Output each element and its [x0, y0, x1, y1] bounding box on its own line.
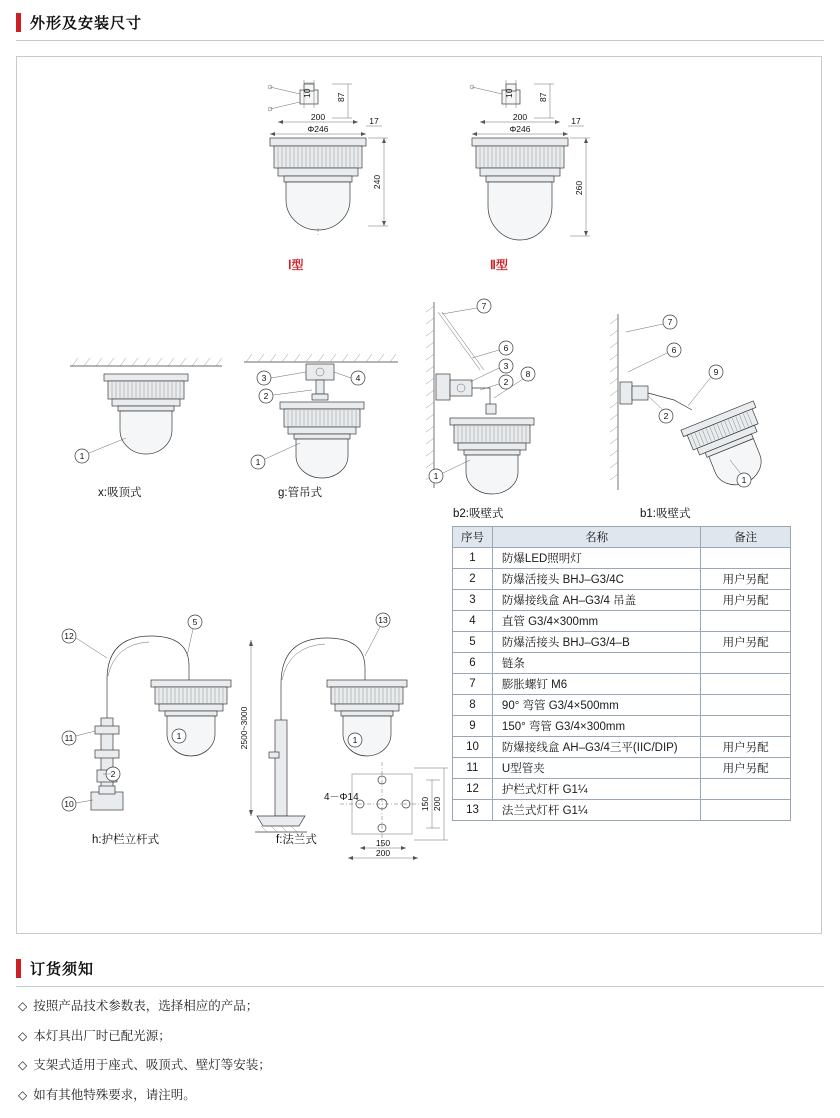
cell-name: 90° 弯管 G3/4×500mm [492, 695, 700, 716]
svg-text:87: 87 [336, 92, 346, 102]
label-mount-ceiling: x:吸顶式 [98, 487, 142, 499]
svg-text:10: 10 [302, 88, 312, 98]
table-row [453, 569, 791, 590]
cell-no: 8 [453, 695, 493, 716]
cell-name: 防爆LED照明灯 [492, 548, 700, 569]
svg-text:1: 1 [741, 475, 747, 485]
svg-text:6: 6 [671, 345, 677, 355]
svg-text:1: 1 [255, 457, 261, 467]
note-text: 支架式适用于座式、吸顶式、壁灯等安装； [33, 1058, 271, 1072]
cell-name: 法兰式灯杆 G1¼ [492, 800, 700, 821]
svg-text:2: 2 [110, 769, 116, 779]
cell-no: 5 [453, 632, 493, 653]
accent-bar-icon [16, 13, 21, 32]
svg-text:2: 2 [503, 377, 509, 387]
svg-text:13: 13 [378, 615, 388, 625]
cell-no: 4 [453, 611, 493, 632]
drawing-ceiling-mount [70, 352, 230, 487]
svg-text:2: 2 [263, 391, 269, 401]
cell-name: 防爆活接头 BHJ–G3/4C [492, 569, 700, 590]
cell-no: 13 [453, 800, 493, 821]
svg-text:3: 3 [261, 373, 267, 383]
svg-text:10: 10 [64, 799, 74, 809]
cell-name: 防爆接线盒 AH–G3/4三平(IIC/DIP) [492, 737, 700, 758]
label-mount-wall-b1: b1:吸壁式 [640, 508, 691, 520]
cell-remark [701, 611, 791, 632]
label-mount-flange: f:法兰式 [276, 834, 317, 846]
cell-no: 9 [453, 716, 493, 737]
svg-text:1: 1 [79, 451, 85, 461]
svg-text:8: 8 [525, 369, 531, 379]
drawing-pole-mount [55, 600, 245, 830]
cell-remark: 用户另配 [701, 737, 791, 758]
cell-name: 护栏式灯杆 G1¼ [492, 779, 700, 800]
cell-no: 7 [453, 674, 493, 695]
diamond-bullet-icon: ◇ [18, 1058, 28, 1073]
cell-no: 10 [453, 737, 493, 758]
svg-text:17: 17 [571, 116, 581, 126]
cell-remark: 用户另配 [701, 758, 791, 779]
parts-table [452, 526, 791, 821]
cell-no: 2 [453, 569, 493, 590]
label-type1: Ⅰ型 [288, 258, 304, 272]
ordering-notes-list [18, 1000, 718, 1118]
label-mount-pipe: g:管吊式 [278, 487, 323, 499]
table-header-row [453, 527, 791, 548]
cell-remark [701, 695, 791, 716]
svg-text:2500~3000: 2500~3000 [239, 706, 249, 750]
table-row [453, 590, 791, 611]
table-row [453, 716, 791, 737]
table-row [453, 674, 791, 695]
svg-text:11: 11 [64, 733, 74, 743]
table-row [453, 611, 791, 632]
table-row [453, 695, 791, 716]
svg-text:Φ246: Φ246 [509, 124, 531, 134]
cell-remark: 用户另配 [701, 569, 791, 590]
drawing-pipe-mount [238, 340, 408, 490]
header-remark: 备注 [701, 527, 791, 548]
cell-remark [701, 800, 791, 821]
svg-text:150: 150 [375, 838, 391, 848]
cell-no: 11 [453, 758, 493, 779]
drawing-flange-plate-detail [322, 756, 452, 864]
section-heading-dimensions [16, 12, 142, 33]
svg-text:200: 200 [432, 796, 442, 812]
svg-text:9: 9 [713, 367, 719, 377]
svg-text:5: 5 [192, 617, 198, 627]
note-item [18, 1030, 718, 1043]
cell-name: 直管 G3/4×300mm [492, 611, 700, 632]
svg-text:10: 10 [504, 88, 514, 98]
svg-text:260: 260 [574, 180, 584, 196]
table-row [453, 632, 791, 653]
drawing-wall-mount-b1 [604, 310, 784, 505]
label-mount-pole: h:护栏立杆式 [92, 834, 160, 846]
cell-name: 防爆接线盒 AH–G3/4 吊盖 [492, 590, 700, 611]
cell-name: 防爆活接头 BHJ–G3/4–B [492, 632, 700, 653]
cell-remark [701, 779, 791, 800]
cell-name: 150° 弯管 G3/4×300mm [492, 716, 700, 737]
svg-text:200: 200 [512, 112, 528, 122]
cell-no: 1 [453, 548, 493, 569]
section-title-ordering: 订货须知 [30, 961, 95, 978]
note-item [18, 1089, 718, 1102]
svg-text:200: 200 [310, 112, 326, 122]
svg-text:Φ246: Φ246 [307, 124, 329, 134]
svg-text:240: 240 [372, 174, 382, 190]
section-title-dimensions: 外形及安装尺寸 [30, 15, 143, 32]
cell-remark [701, 653, 791, 674]
svg-text:200: 200 [375, 848, 391, 858]
table-row [453, 653, 791, 674]
drawing-type2 [450, 78, 600, 278]
svg-text:1: 1 [433, 471, 439, 481]
header-name: 名称 [492, 527, 700, 548]
svg-text:1: 1 [176, 731, 182, 741]
diamond-bullet-icon: ◇ [18, 1028, 28, 1043]
cell-no: 6 [453, 653, 493, 674]
table-row [453, 737, 791, 758]
note-item [18, 1059, 718, 1072]
label-mount-wall-b2: b2:吸壁式 [453, 508, 504, 520]
svg-text:4: 4 [355, 373, 361, 383]
divider-ordering [16, 986, 824, 987]
cell-no: 12 [453, 779, 493, 800]
table-row [453, 800, 791, 821]
cell-remark [701, 674, 791, 695]
note-text: 按照产品技术参数表，选择相应的产品； [33, 999, 259, 1013]
svg-text:17: 17 [369, 116, 379, 126]
diamond-bullet-icon: ◇ [18, 1087, 28, 1102]
drawing-type1 [248, 78, 398, 268]
cell-remark: 用户另配 [701, 632, 791, 653]
diamond-bullet-icon: ◇ [18, 999, 28, 1014]
label-type2: Ⅱ型 [490, 258, 508, 272]
svg-text:87: 87 [538, 92, 548, 102]
note-item [18, 1000, 718, 1013]
table-row [453, 758, 791, 779]
cell-name: 链条 [492, 653, 700, 674]
section-heading-ordering [16, 958, 94, 979]
svg-text:7: 7 [667, 317, 673, 327]
svg-text:2: 2 [663, 411, 669, 421]
cell-remark [701, 716, 791, 737]
label-flange-holes: 4－Φ14 [324, 792, 359, 803]
note-text: 本灯具出厂时已配光源； [33, 1028, 171, 1043]
svg-text:3: 3 [503, 361, 509, 371]
cell-remark: 用户另配 [701, 590, 791, 611]
cell-name: U型管夹 [492, 758, 700, 779]
svg-text:6: 6 [503, 343, 509, 353]
svg-text:1: 1 [352, 735, 358, 745]
cell-no: 3 [453, 590, 493, 611]
header-no: 序号 [453, 527, 493, 548]
drawing-wall-mount-b2 [420, 298, 600, 498]
svg-text:12: 12 [64, 631, 74, 641]
svg-text:150: 150 [420, 796, 430, 812]
table-row [453, 779, 791, 800]
note-text: 如有其他特殊要求，请注明。 [33, 1087, 196, 1102]
svg-text:7: 7 [481, 301, 487, 311]
accent-bar-icon [16, 959, 21, 978]
table-row [453, 548, 791, 569]
cell-remark [701, 548, 791, 569]
divider-dimensions [16, 40, 824, 41]
cell-name: 膨胀螺钉 M6 [492, 674, 700, 695]
